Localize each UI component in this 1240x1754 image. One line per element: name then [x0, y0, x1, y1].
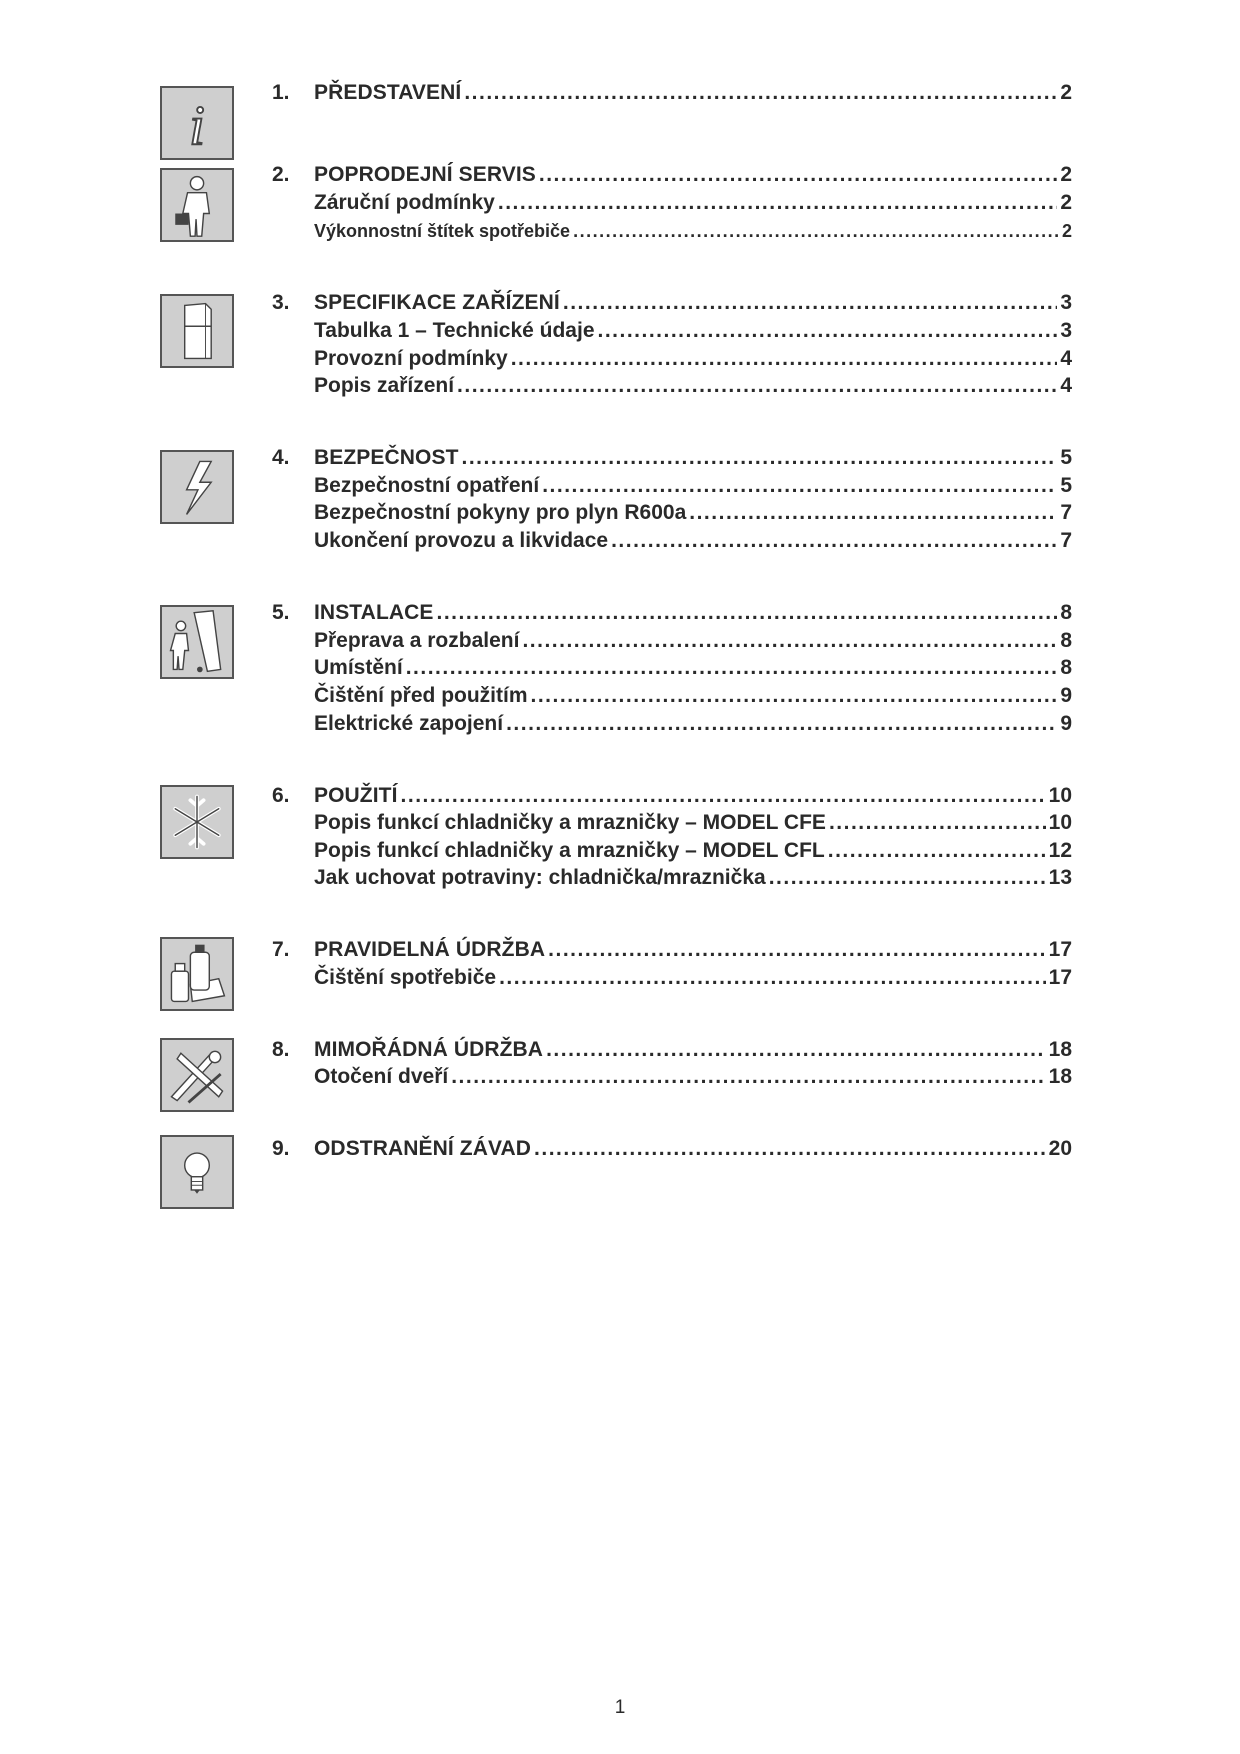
toc-section-8[interactable]	[272, 1036, 1072, 1064]
toc-leader-dots	[401, 782, 1046, 810]
toc-subsection[interactable]	[272, 472, 1072, 500]
lightning-icon	[160, 450, 234, 524]
toc-section-5[interactable]	[272, 599, 1072, 627]
toc-page-number: 7	[1060, 529, 1072, 552]
toc-page-number: 2	[1060, 191, 1072, 214]
toc-section-title: ODSTRANĚNÍ ZÁVAD	[314, 1137, 532, 1160]
light-bulb-icon	[160, 1135, 234, 1209]
toc-section-number: 9.	[272, 1137, 290, 1160]
toc-page-number: 17	[1048, 938, 1072, 961]
toc-subsection[interactable]	[272, 372, 1072, 400]
toc-page-number: 3	[1060, 319, 1072, 342]
toc-section-number: 4.	[272, 446, 290, 469]
toc-page-number: 4	[1060, 347, 1072, 370]
toc-subsection[interactable]	[272, 654, 1072, 682]
toc-page-number: 8	[1060, 629, 1072, 652]
toc-subsection-title: Ukončení provozu a likvidace	[314, 529, 609, 552]
toc-subsection-title: Bezpečnostní opatření	[314, 474, 540, 497]
toc-page-number: 2	[1060, 81, 1072, 104]
toc-page-number: 10	[1048, 784, 1072, 807]
toc-page-number: 9	[1060, 684, 1072, 707]
toc-page-number: 7	[1060, 501, 1072, 524]
tools-icon	[160, 1038, 234, 1112]
toc-page-number: 20	[1048, 1137, 1072, 1160]
toc-leader-dots	[406, 654, 1058, 682]
toc-leader-dots	[689, 499, 1057, 527]
toc-page-number: 17	[1048, 966, 1072, 989]
toc-subsection-title: Umístění	[314, 656, 403, 679]
toc-leader-dots	[462, 444, 1058, 472]
toc-subsection[interactable]	[272, 837, 1072, 865]
toc-leader-dots	[437, 599, 1058, 627]
toc-leader-dots	[573, 217, 1059, 245]
toc-section-4[interactable]	[272, 444, 1072, 472]
installation-icon	[160, 605, 234, 679]
toc-page-number: 18	[1048, 1065, 1072, 1088]
toc-subsection[interactable]	[272, 217, 1072, 245]
toc-page-number: 5	[1060, 474, 1072, 497]
toc-subsection[interactable]	[272, 682, 1072, 710]
toc-section-number: 8.	[272, 1038, 290, 1061]
toc-leader-dots	[828, 837, 1046, 865]
toc-subsection-title: Jak uchovat potraviny: chladnička/mraznička	[314, 866, 766, 889]
toc-leader-dots	[498, 189, 1057, 217]
toc-leader-dots	[829, 809, 1046, 837]
toc-section-1[interactable]	[272, 79, 1072, 107]
toc-page-number: 13	[1048, 866, 1072, 889]
toc-subsection[interactable]	[272, 189, 1072, 217]
toc-section-title: PŘEDSTAVENÍ	[314, 81, 462, 104]
toc-subsection[interactable]	[272, 964, 1072, 992]
toc-leader-dots	[511, 345, 1058, 373]
toc-leader-dots	[534, 1135, 1046, 1163]
toc-subsection[interactable]	[272, 627, 1072, 655]
toc-subsection-title: Záruční podmínky	[314, 191, 495, 214]
svg-text:i: i	[189, 94, 205, 158]
toc-page-number: 3	[1060, 291, 1072, 314]
toc-subsection[interactable]	[272, 317, 1072, 345]
toc-leader-dots	[506, 710, 1057, 738]
toc-subsection-title: Otočení dveří	[314, 1065, 449, 1088]
toc-section-title: BEZPEČNOST	[314, 446, 459, 469]
footer-page-number: 1	[614, 1697, 626, 1718]
toc-leader-dots	[542, 472, 1057, 500]
toc-section-title: POPRODEJNÍ SERVIS	[314, 163, 536, 186]
toc-subsection[interactable]	[272, 710, 1072, 738]
toc-section-9[interactable]	[272, 1135, 1072, 1163]
toc-leader-dots	[451, 1063, 1045, 1091]
toc-section-number: 6.	[272, 784, 290, 807]
toc-leader-dots	[548, 936, 1045, 964]
toc-subsection[interactable]	[272, 499, 1072, 527]
toc-page-number: 4	[1060, 374, 1072, 397]
toc-section-number: 1.	[272, 81, 290, 104]
toc-leader-dots	[563, 289, 1057, 317]
toc-leader-dots	[539, 161, 1057, 189]
toc-subsection[interactable]	[272, 864, 1072, 892]
toc-section-title: POUŽITÍ	[314, 784, 398, 807]
service-technician-icon	[160, 168, 234, 242]
toc-section-3[interactable]	[272, 289, 1072, 317]
toc-subsection-title: Bezpečnostní pokyny pro plyn R600a	[314, 501, 687, 524]
toc-subsection[interactable]	[272, 345, 1072, 373]
toc-subsection-title: Čištění před použitím	[314, 684, 528, 707]
toc-section-number: 3.	[272, 291, 290, 314]
toc-page-number: 12	[1048, 839, 1072, 862]
toc-leader-dots	[531, 682, 1058, 710]
info-icon	[160, 86, 234, 160]
toc-page-number: 10	[1048, 811, 1072, 834]
toc-subsection-title: Tabulka 1 – Technické údaje	[314, 319, 595, 342]
cleaning-products-icon	[160, 937, 234, 1011]
toc-subsection-title: Popis funkcí chladničky a mrazničky – MODEL CFE	[314, 811, 826, 834]
toc-page-number: 8	[1060, 656, 1072, 679]
toc-leader-dots	[769, 864, 1046, 892]
toc-leader-dots	[457, 372, 1057, 400]
toc-subsection-title: Popis funkcí chladničky a mrazničky – MODEL CFL	[314, 839, 825, 862]
refrigerator-icon	[160, 294, 234, 368]
toc-leader-dots	[546, 1036, 1046, 1064]
toc-section-2[interactable]	[272, 161, 1072, 189]
toc-section-number: 2.	[272, 163, 290, 186]
toc-section-title: PRAVIDELNÁ ÚDRŽBA	[314, 938, 546, 961]
toc-subsection-title: Čištění spotřebiče	[314, 966, 497, 989]
toc-subsection-title: Elektrické zapojení	[314, 712, 504, 735]
snowflake-icon	[160, 785, 234, 859]
toc-subsection-title: Popis zařízení	[314, 374, 455, 397]
toc-leader-dots	[522, 627, 1057, 655]
toc-subsection-title: Výkonnostní štítek spotřebiče	[314, 221, 571, 241]
toc-page-number: 2	[1061, 221, 1072, 241]
toc-subsection[interactable]	[272, 527, 1072, 555]
toc-page-number: 8	[1060, 601, 1072, 624]
toc-section-number: 5.	[272, 601, 290, 624]
toc-subsection[interactable]	[272, 1063, 1072, 1091]
toc-leader-dots	[611, 527, 1057, 555]
toc-subsection-title: Přeprava a rozbalení	[314, 629, 520, 652]
toc-section-number: 7.	[272, 938, 290, 961]
toc-section-6[interactable]	[272, 782, 1072, 810]
toc-page-number: 18	[1048, 1038, 1072, 1061]
toc-section-title: SPECIFIKACE ZAŘÍZENÍ	[314, 291, 560, 314]
toc-section-title: INSTALACE	[314, 601, 434, 624]
toc-page-number: 5	[1060, 446, 1072, 469]
toc-subsection-title: Provozní podmínky	[314, 347, 508, 370]
toc-page-number: 2	[1060, 163, 1072, 186]
toc-leader-dots	[499, 964, 1046, 992]
toc-section-title: MIMOŘÁDNÁ ÚDRŽBA	[314, 1038, 544, 1061]
toc-leader-dots	[464, 79, 1057, 107]
toc-subsection[interactable]	[272, 809, 1072, 837]
toc-section-7[interactable]	[272, 936, 1072, 964]
toc-leader-dots	[598, 317, 1058, 345]
toc-page-number: 9	[1060, 712, 1072, 735]
